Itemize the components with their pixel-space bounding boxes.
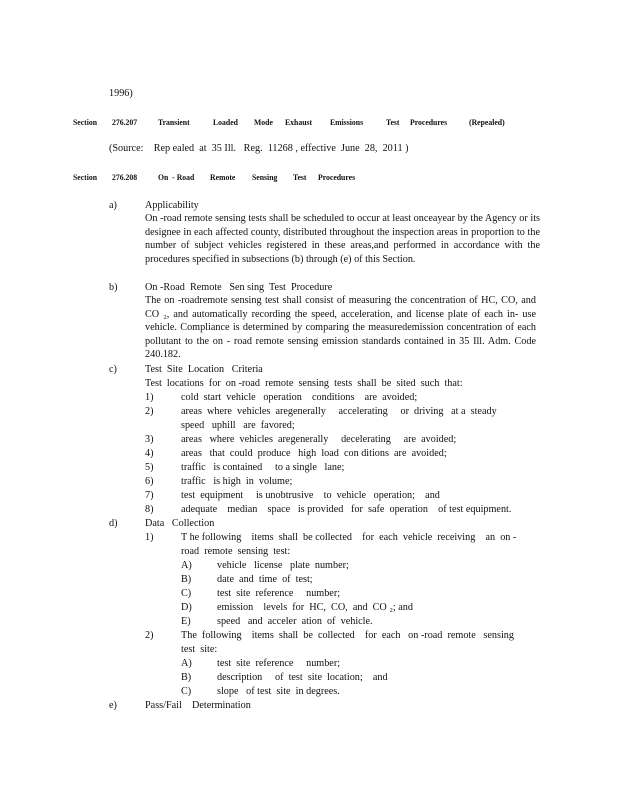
title-word: Transient xyxy=(158,117,190,127)
item-text: adequate median space is provided for safe operation of test equipment. xyxy=(181,504,512,515)
section-label: Section xyxy=(73,172,98,182)
year-fragment: 1996) xyxy=(109,88,133,99)
item-text: speed uphill are favored; xyxy=(181,420,295,431)
group-text: road remote sensing test: xyxy=(181,546,291,557)
subitem-marker: C) xyxy=(181,686,192,697)
section-label: Section xyxy=(73,117,98,127)
subitem-marker: B) xyxy=(181,574,192,585)
subsection-heading: Pass/Fail Determination xyxy=(145,700,251,711)
item-marker: 1) xyxy=(145,392,154,403)
subitem-marker: E) xyxy=(181,616,191,627)
subitem-text: speed and acceler ation of vehicle. xyxy=(217,616,373,627)
group-text: The following items shall be collected for each on -road remote sensing xyxy=(181,630,514,641)
group-text: test site: xyxy=(181,644,218,655)
item-marker: 8) xyxy=(145,504,154,515)
subitem-text: slope of test site in degrees. xyxy=(217,686,340,697)
item-text: traffic is contained to a single lane; xyxy=(181,462,345,473)
subsection-marker: e) xyxy=(109,700,117,711)
title-word: Loaded xyxy=(213,117,238,127)
item-text: traffic is high in volume; xyxy=(181,476,293,487)
group-marker: 2) xyxy=(145,630,154,641)
subsection-heading: Test Site Location Criteria xyxy=(145,364,263,375)
subitem-text: test site reference number; xyxy=(217,588,341,599)
item-marker: 5) xyxy=(145,462,154,473)
item-text: test equipment is unobtrusive to vehicle operation; and xyxy=(181,490,440,501)
subitem-marker: A) xyxy=(181,560,192,571)
item-text: areas where vehicles aregenerally accelerating or driving at a steady xyxy=(181,406,497,417)
title-word: Procedures xyxy=(318,172,356,182)
title-word: Remote xyxy=(210,172,236,182)
item-marker: 3) xyxy=(145,434,154,445)
title-word: Procedures xyxy=(410,117,448,127)
title-word: Mode xyxy=(254,117,273,127)
item-text: areas where vehicles aregenerally decelerating are avoided; xyxy=(181,434,457,445)
item-marker: 4) xyxy=(145,448,154,459)
subsection-intro: Test locations for on -road remote sensing tests shall be sited such that: xyxy=(145,378,463,389)
title-word: Exhaust xyxy=(285,117,313,127)
title-word: (Repealed) xyxy=(469,117,505,127)
subsection-body: On -road remote sensing tests shall be scheduled to occur at least onceayear by the Agency or its designee in each affected county, distributed throughout the inspection areas in proportion to the number of subject vehicles registered in these areas,and performed in accordance with the procedures specified in subsections (b) through (e) of this Section. xyxy=(145,213,540,265)
subsection-marker: c) xyxy=(109,364,117,375)
subsection-marker: b) xyxy=(109,282,118,293)
subitem-text: description of test site location; and xyxy=(217,672,388,683)
subsection-marker: a) xyxy=(109,200,117,211)
item-text: cold start vehicle operation conditions are avoided; xyxy=(181,392,418,403)
group-marker: 1) xyxy=(145,532,154,543)
subsection-heading: Data Collection xyxy=(145,518,215,529)
subsection-body: The on -roadremote sensing test shall consist of measuring the concentration of HC, CO, and CO ₂, and automatically recording the speed, acceleration, and license plate of each in- use vehicle. Compliance is determined by comparing the measuredemission concentration of each pollutant to the on - road remote sensing emission standards contained in 35 Ill. Adm. Code 240.182. xyxy=(145,295,536,361)
subitem-marker: D) xyxy=(181,602,192,613)
item-marker: 7) xyxy=(145,490,154,501)
title-word: On - Road xyxy=(158,172,195,182)
subitem-text: date and time of test; xyxy=(217,574,313,585)
subsection-heading: On -Road Remote Sen sing Test Procedure xyxy=(145,282,333,293)
subitem-marker: B) xyxy=(181,672,192,683)
title-word: Test xyxy=(293,172,307,182)
subitem-marker: A) xyxy=(181,658,192,669)
item-text: areas that could produce high load con ditions are avoided; xyxy=(181,448,447,459)
subsection-marker: d) xyxy=(109,518,118,529)
subitem-text: emission levels for HC, CO, and CO ₂; and xyxy=(217,602,413,613)
item-marker: 2) xyxy=(145,406,154,417)
subitem-text: test site reference number; xyxy=(217,658,341,669)
source-note: (Source: Rep ealed at 35 Ill. Reg. 11268 , effective June 28, 2011 ) xyxy=(109,143,409,154)
subsection-heading: Applicability xyxy=(145,200,199,211)
section-number: 276.207 xyxy=(112,117,138,127)
subitem-text: vehicle license plate number; xyxy=(217,560,349,571)
title-word: Sensing xyxy=(252,172,278,182)
group-text: T he following items shall be collected for each vehicle receiving an on - xyxy=(181,532,517,543)
title-word: Test xyxy=(386,117,400,127)
item-marker: 6) xyxy=(145,476,154,487)
section-number: 276.208 xyxy=(112,172,138,182)
title-word: Emissions xyxy=(330,117,364,127)
subitem-marker: C) xyxy=(181,588,192,599)
